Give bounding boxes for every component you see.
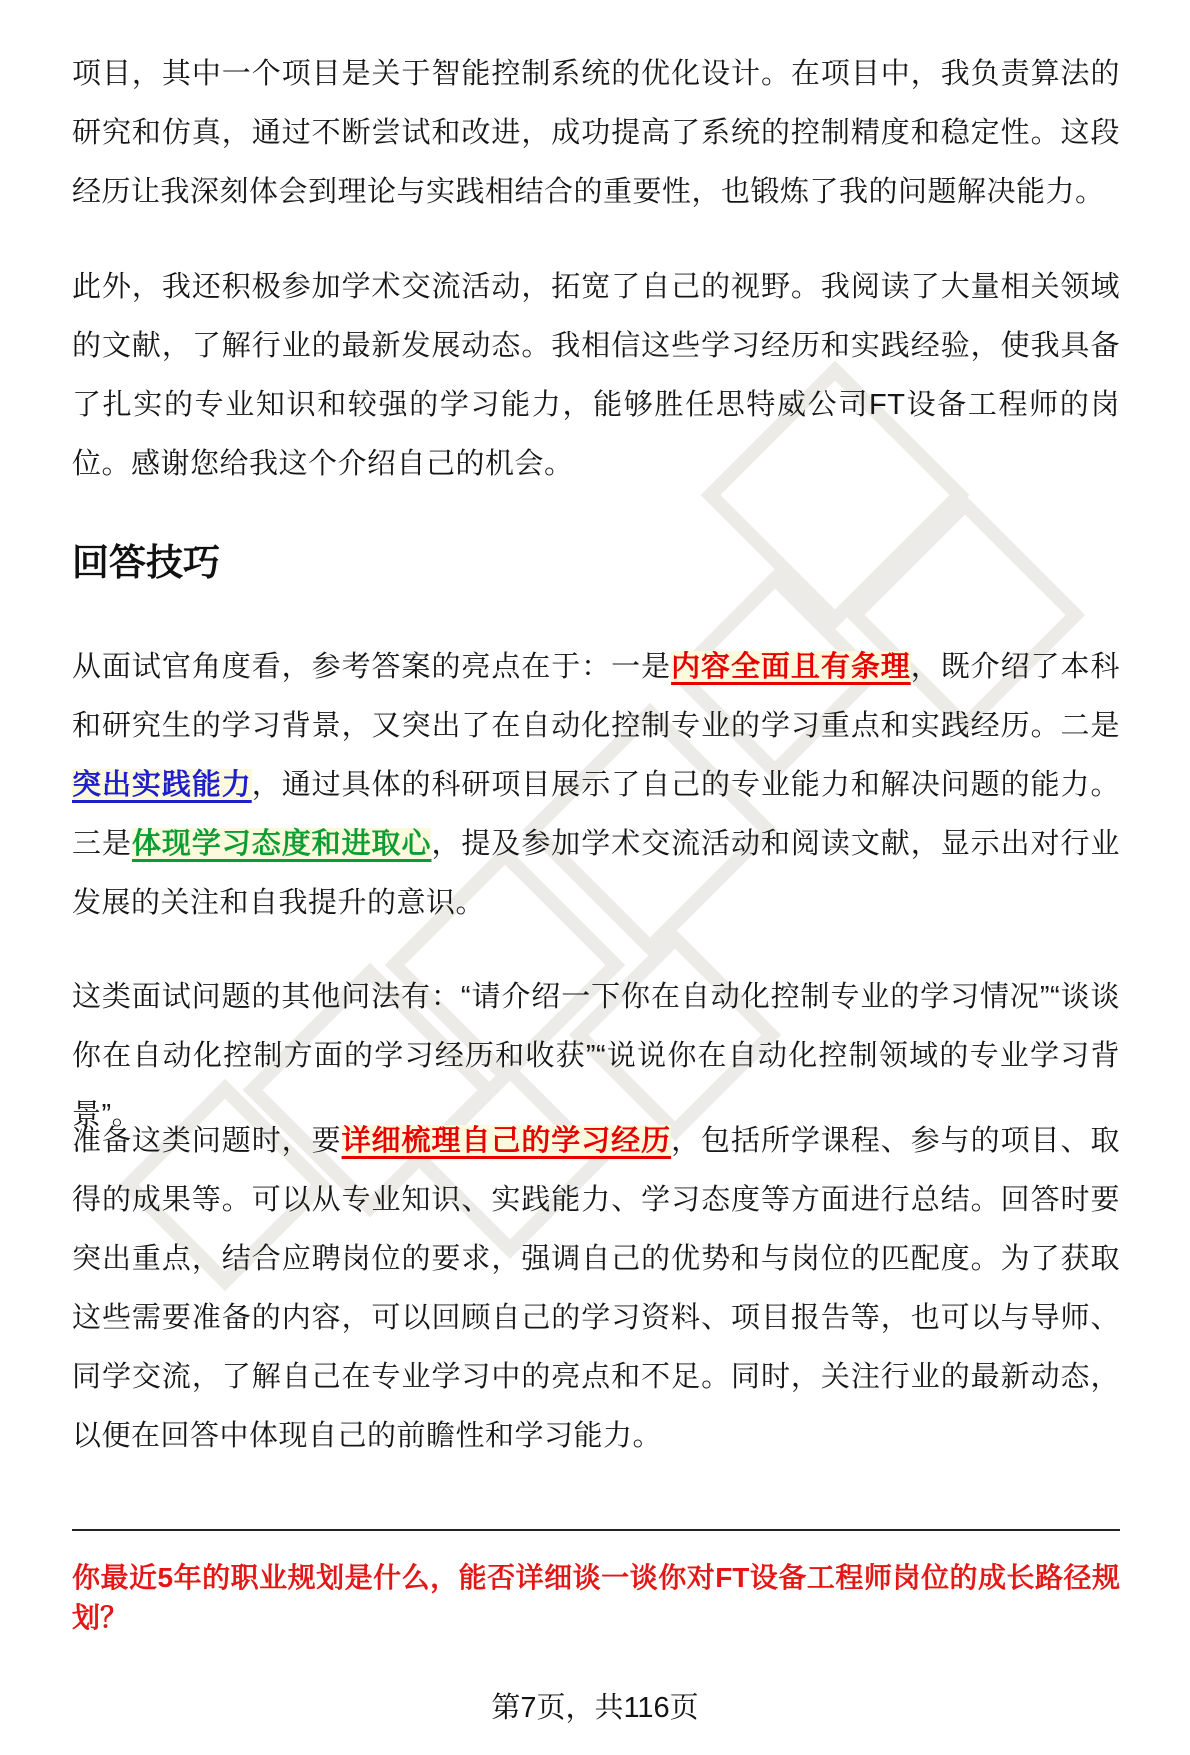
paragraph-preparation-advice bbox=[72, 1112, 1120, 1466]
section-heading-answer-tips: 回答技巧 bbox=[72, 542, 220, 583]
paragraph-project-experience: 项目，其中一个项目是关于智能控制系统的优化设计。在项目中，我负责算法的研究和仿真，通过不断尝试和改进，成功提高了系统的控制精度和稳定性。这段经历让我深刻体会到理论与实践相结合的重要性，也锻炼了我的问题解决能力。 bbox=[72, 58, 1120, 208]
text-run: 准备这类问题时，要 bbox=[72, 1125, 342, 1157]
keyword-red: 内容全面且有条理 bbox=[671, 651, 911, 683]
next-interview-question: 你最近5年的职业规划是什么，能否详细谈一谈你对FT设备工程师岗位的成长路径规划？ bbox=[72, 1562, 1120, 1633]
text-run: 从面试官角度看，参考答案的亮点在于：一是 bbox=[72, 651, 672, 683]
keyword-blue: 突出实践能力 bbox=[72, 769, 252, 801]
text-run: ，通过具体的科研项目展示了自己的专业能力和解决问题的能力。三是 bbox=[72, 769, 1120, 860]
text-run: ，既介绍了本科和研究生的学习背景，又突出了在自动化控制专业的学习重点和实践经历。二是 bbox=[72, 651, 1120, 742]
paragraph-interviewer-perspective bbox=[72, 638, 1120, 933]
section-divider bbox=[72, 1529, 1120, 1531]
paragraph-academic-exchange: 此外，我还积极参加学术交流活动，拓宽了自己的视野。我阅读了大量相关领域的文献，了解行业的最新发展动态。我相信这些学习经历和实践经验，使我具备了扎实的专业知识和较强的学习能力，能够胜任思特威公司FT设备工程师的岗位。感谢您给我这个介绍自己的机会。 bbox=[72, 271, 1120, 480]
text-run: ，包括所学课程、参与的项目、取得的成果等。可以从专业知识、实践能力、学习态度等方面进行总结。回答时要突出重点，结合应聘岗位的要求，强调自己的优势和与岗位的匹配度。为了获取这些需要准备的内容，可以回顾自己的学习资料、项目报告等，也可以与导师、同学交流，了解自己在专业学习中的亮点和不足。同时，关注行业的最新动态，以便在回答中体现自己的前瞻性和学习能力。 bbox=[72, 1125, 1120, 1452]
text-run: ，提及参加学术交流活动和阅读文献，显示出对行业发展的关注和自我提升的意识。 bbox=[72, 828, 1120, 919]
keyword-red: 详细梳理自己的学习经历 bbox=[341, 1125, 672, 1157]
page-number-indicator: 第7页，共116页 bbox=[491, 1692, 699, 1724]
keyword-green: 体现学习态度和进取心 bbox=[131, 828, 432, 860]
paragraph-alternative-questions: 这类面试问题的其他问法有：“请介绍一下你在自动化控制专业的学习情况”“谈谈你在自动化控制方面的学习经历和收获”“说说你在自动化控制领域的专业学习背景”。 bbox=[72, 981, 1120, 1131]
